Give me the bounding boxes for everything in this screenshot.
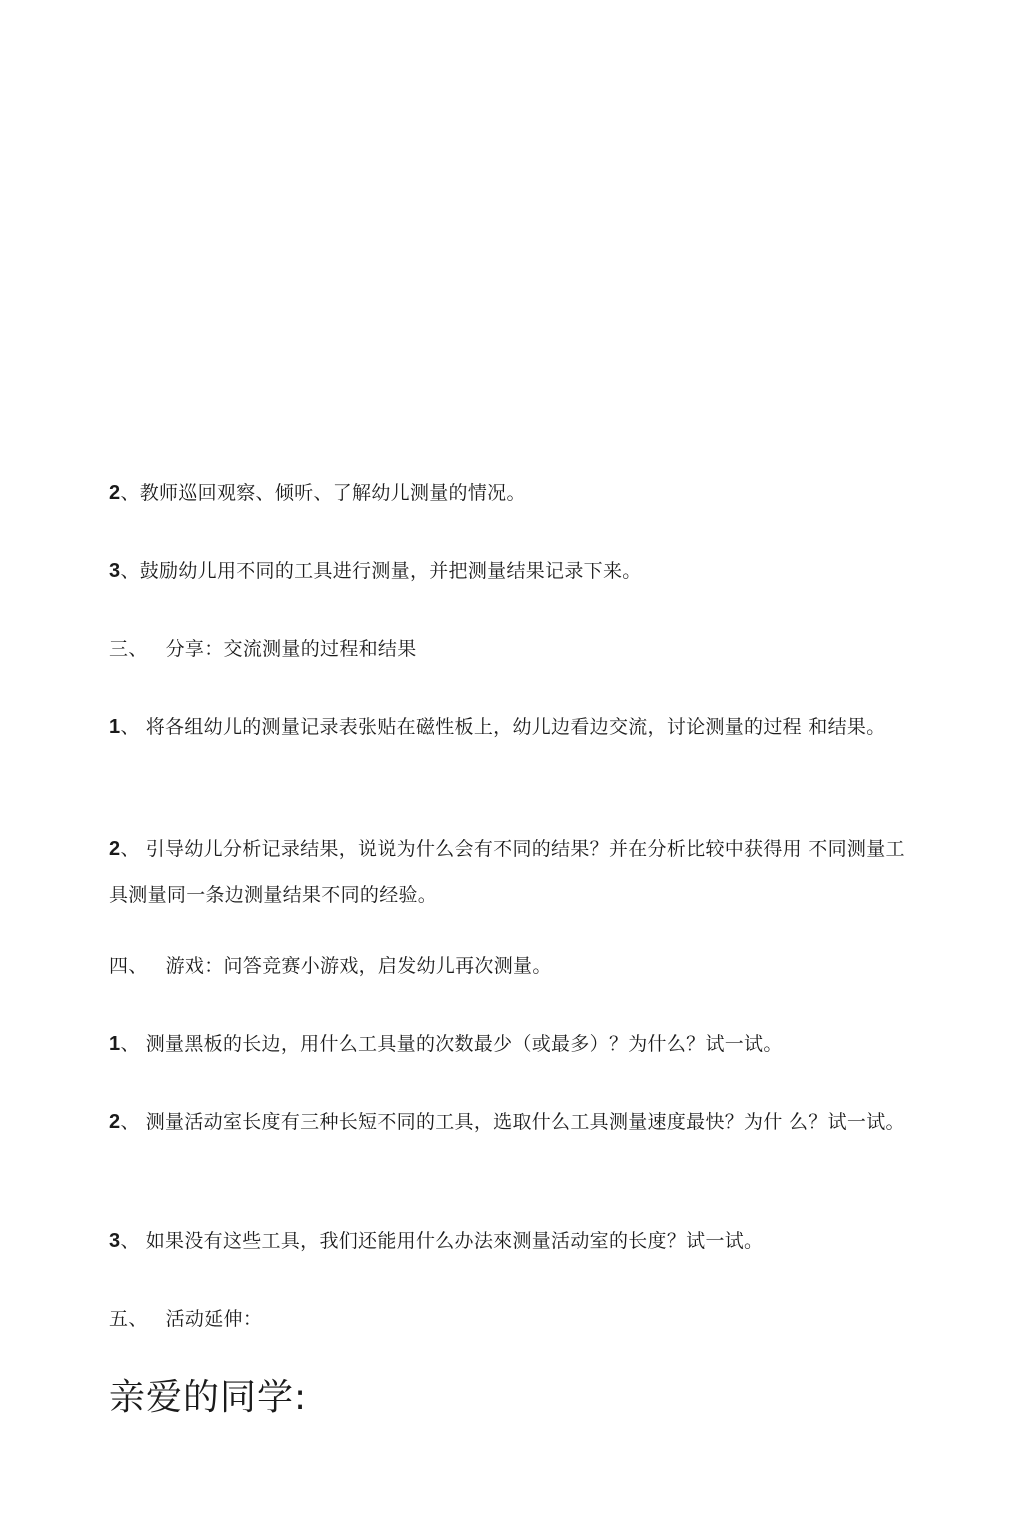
paragraph-text: 教师巡回观察、倾听、了解幼儿测量的情况。 [139,482,526,504]
paragraph-text: 测量活动室长度有三种长短不同的工具，选取什么工具测量速度最快？为什 么？试一试。 [145,1111,905,1133]
section-title: 分享：交流测量的过程和结果 [165,638,417,660]
item-separator: 、 [120,1033,140,1055]
item-separator: 、 [120,560,140,582]
section-number: 三 [109,638,129,660]
paragraph-text: 鼓励幼儿用不同的工具进行测量，并把测量结果记录下来。 [139,560,642,582]
closing-heading: 亲爱的同学: [109,1377,308,1418]
item-number: 2 [109,482,121,504]
paragraph-share-1 [109,704,919,750]
paragraph-game-3 [109,1218,919,1264]
item-number: 1 [109,1033,121,1055]
paragraph-game-2 [109,1099,919,1145]
item-number: 1 [109,716,121,738]
item-number: 2 [109,1111,121,1133]
section-number: 五 [109,1308,129,1330]
section-heading-game [109,943,919,989]
item-separator: 、 [120,482,140,504]
paragraph-game-1 [109,1021,919,1067]
paragraph-step-3 [109,548,919,594]
section-number: 四 [109,955,129,977]
section-heading-share [109,626,919,672]
paragraph-text: 引导幼儿分析记录结果，说说为什么会有不同的结果？并在分析比较中获得用 不同测量工具测量同一条边测量结果不同的经验。 [109,838,905,906]
item-number: 2 [109,838,121,860]
paragraph-text: 将各组幼儿的测量记录表张贴在磁性板上，幼儿边看边交流，讨论测量的过程 和结果。 [145,716,886,738]
item-number: 3 [109,1230,121,1252]
item-separator: 、 [120,838,140,860]
item-separator: 、 [120,716,140,738]
section-title: 游戏：问答竞赛小游戏，启发幼儿再次测量。 [165,955,552,977]
paragraph-text: 测量黑板的长边，用什么工具量的次数最少（或最多）？为什么？试一试。 [145,1033,783,1055]
section-heading-extension [109,1296,919,1342]
section-title: 活动延伸： [165,1308,263,1330]
item-separator: 、 [128,955,148,977]
item-separator: 、 [128,1308,148,1330]
item-separator: 、 [120,1230,140,1252]
item-separator: 、 [120,1111,140,1133]
paragraph-share-2 [109,826,919,918]
item-separator: 、 [128,638,148,660]
paragraph-step-2 [109,470,919,516]
paragraph-text: 如果没有这些工具，我们还能用什么办法來测量活动室的长度？试一试。 [145,1230,764,1252]
item-number: 3 [109,560,121,582]
